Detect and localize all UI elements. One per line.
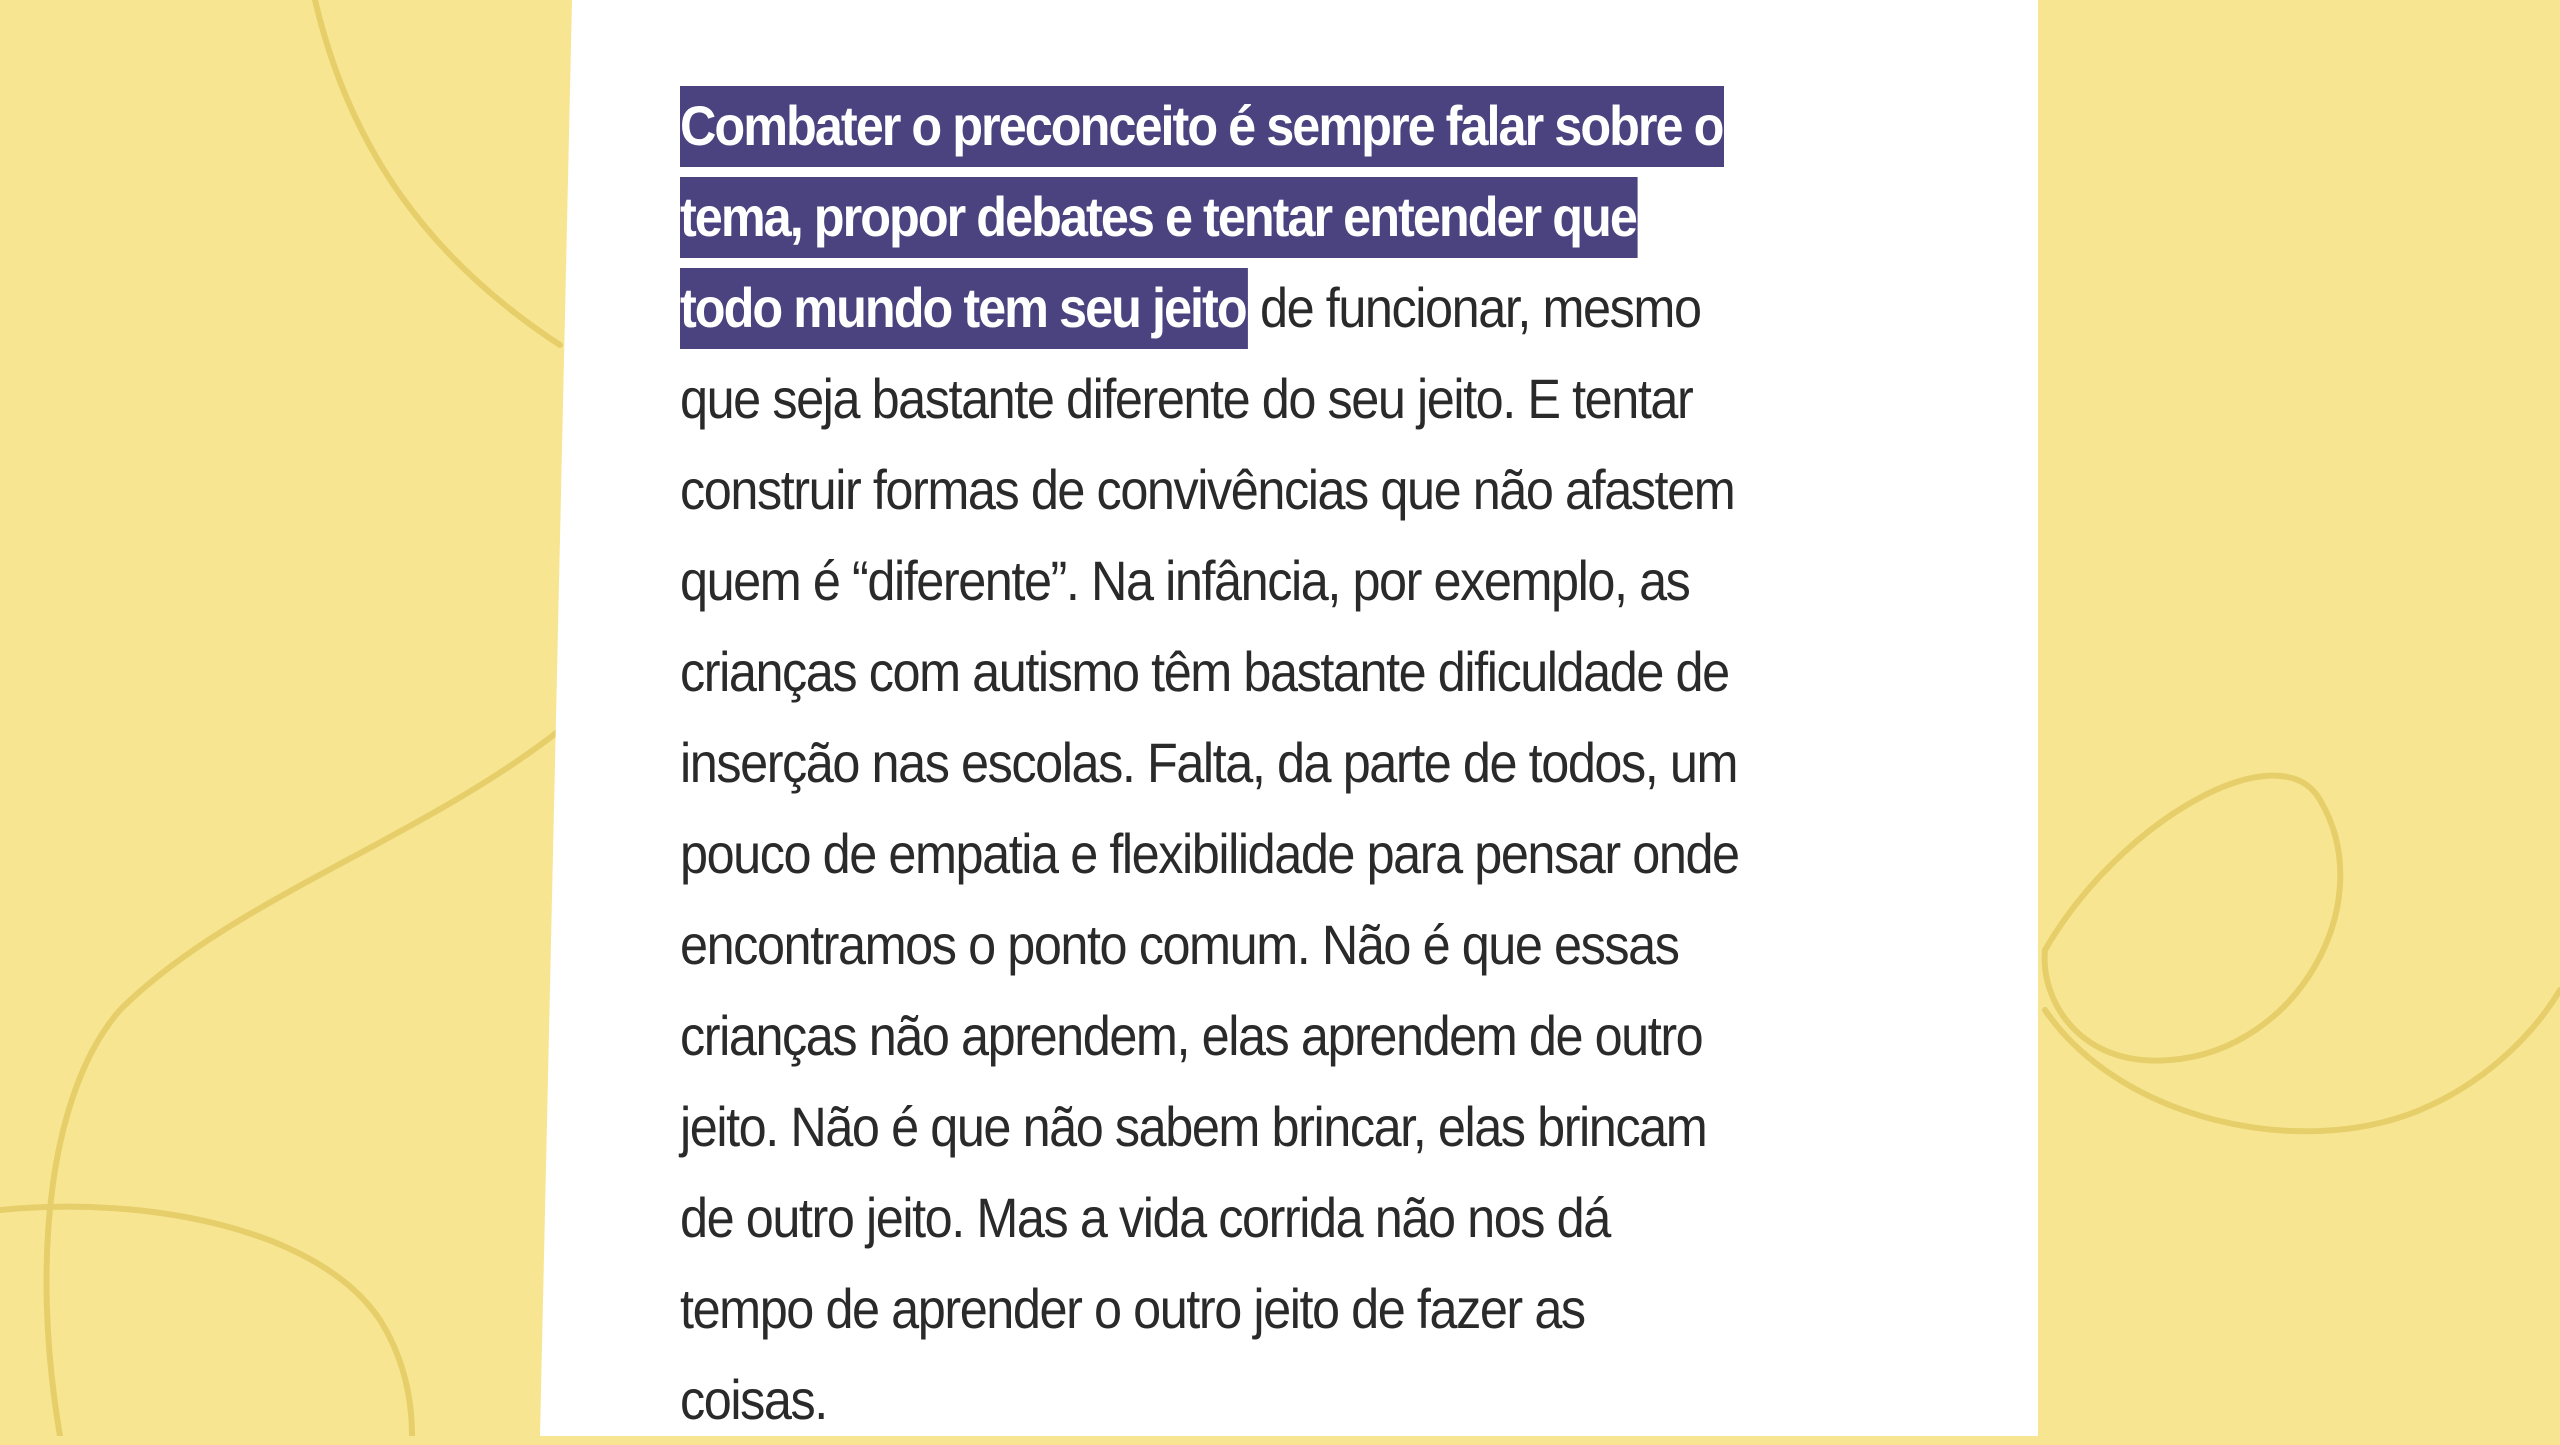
article-body-text: de funcionar, mesmo que seja bastante diferente do seu jeito. E tentar construir formas de convivências que não afastem quem é “diferente”. Na infância, por exemplo, as crianças com autismo têm bastante dificuldade de inserção nas escolas. Falta, da parte de todos, um pouco de empatia e flexibilidade para pensar onde encontramos o ponto comum. Não é que essas crianças não aprendem, elas aprendem de outro jeito. Não é que não sabem brincar, elas brincam de outro jeito. Mas a vida corrida não nos dá tempo de aprender o outro jeito de fazer as coisas.: [680, 276, 1739, 1431]
highlighted-text-selection[interactable]: Combater o preconceito é sempre falar sobre o tema, propor debates e tentar entender que todo mundo tem seu jeito: [680, 86, 1724, 349]
article-paragraph[interactable]: [680, 80, 1742, 1445]
